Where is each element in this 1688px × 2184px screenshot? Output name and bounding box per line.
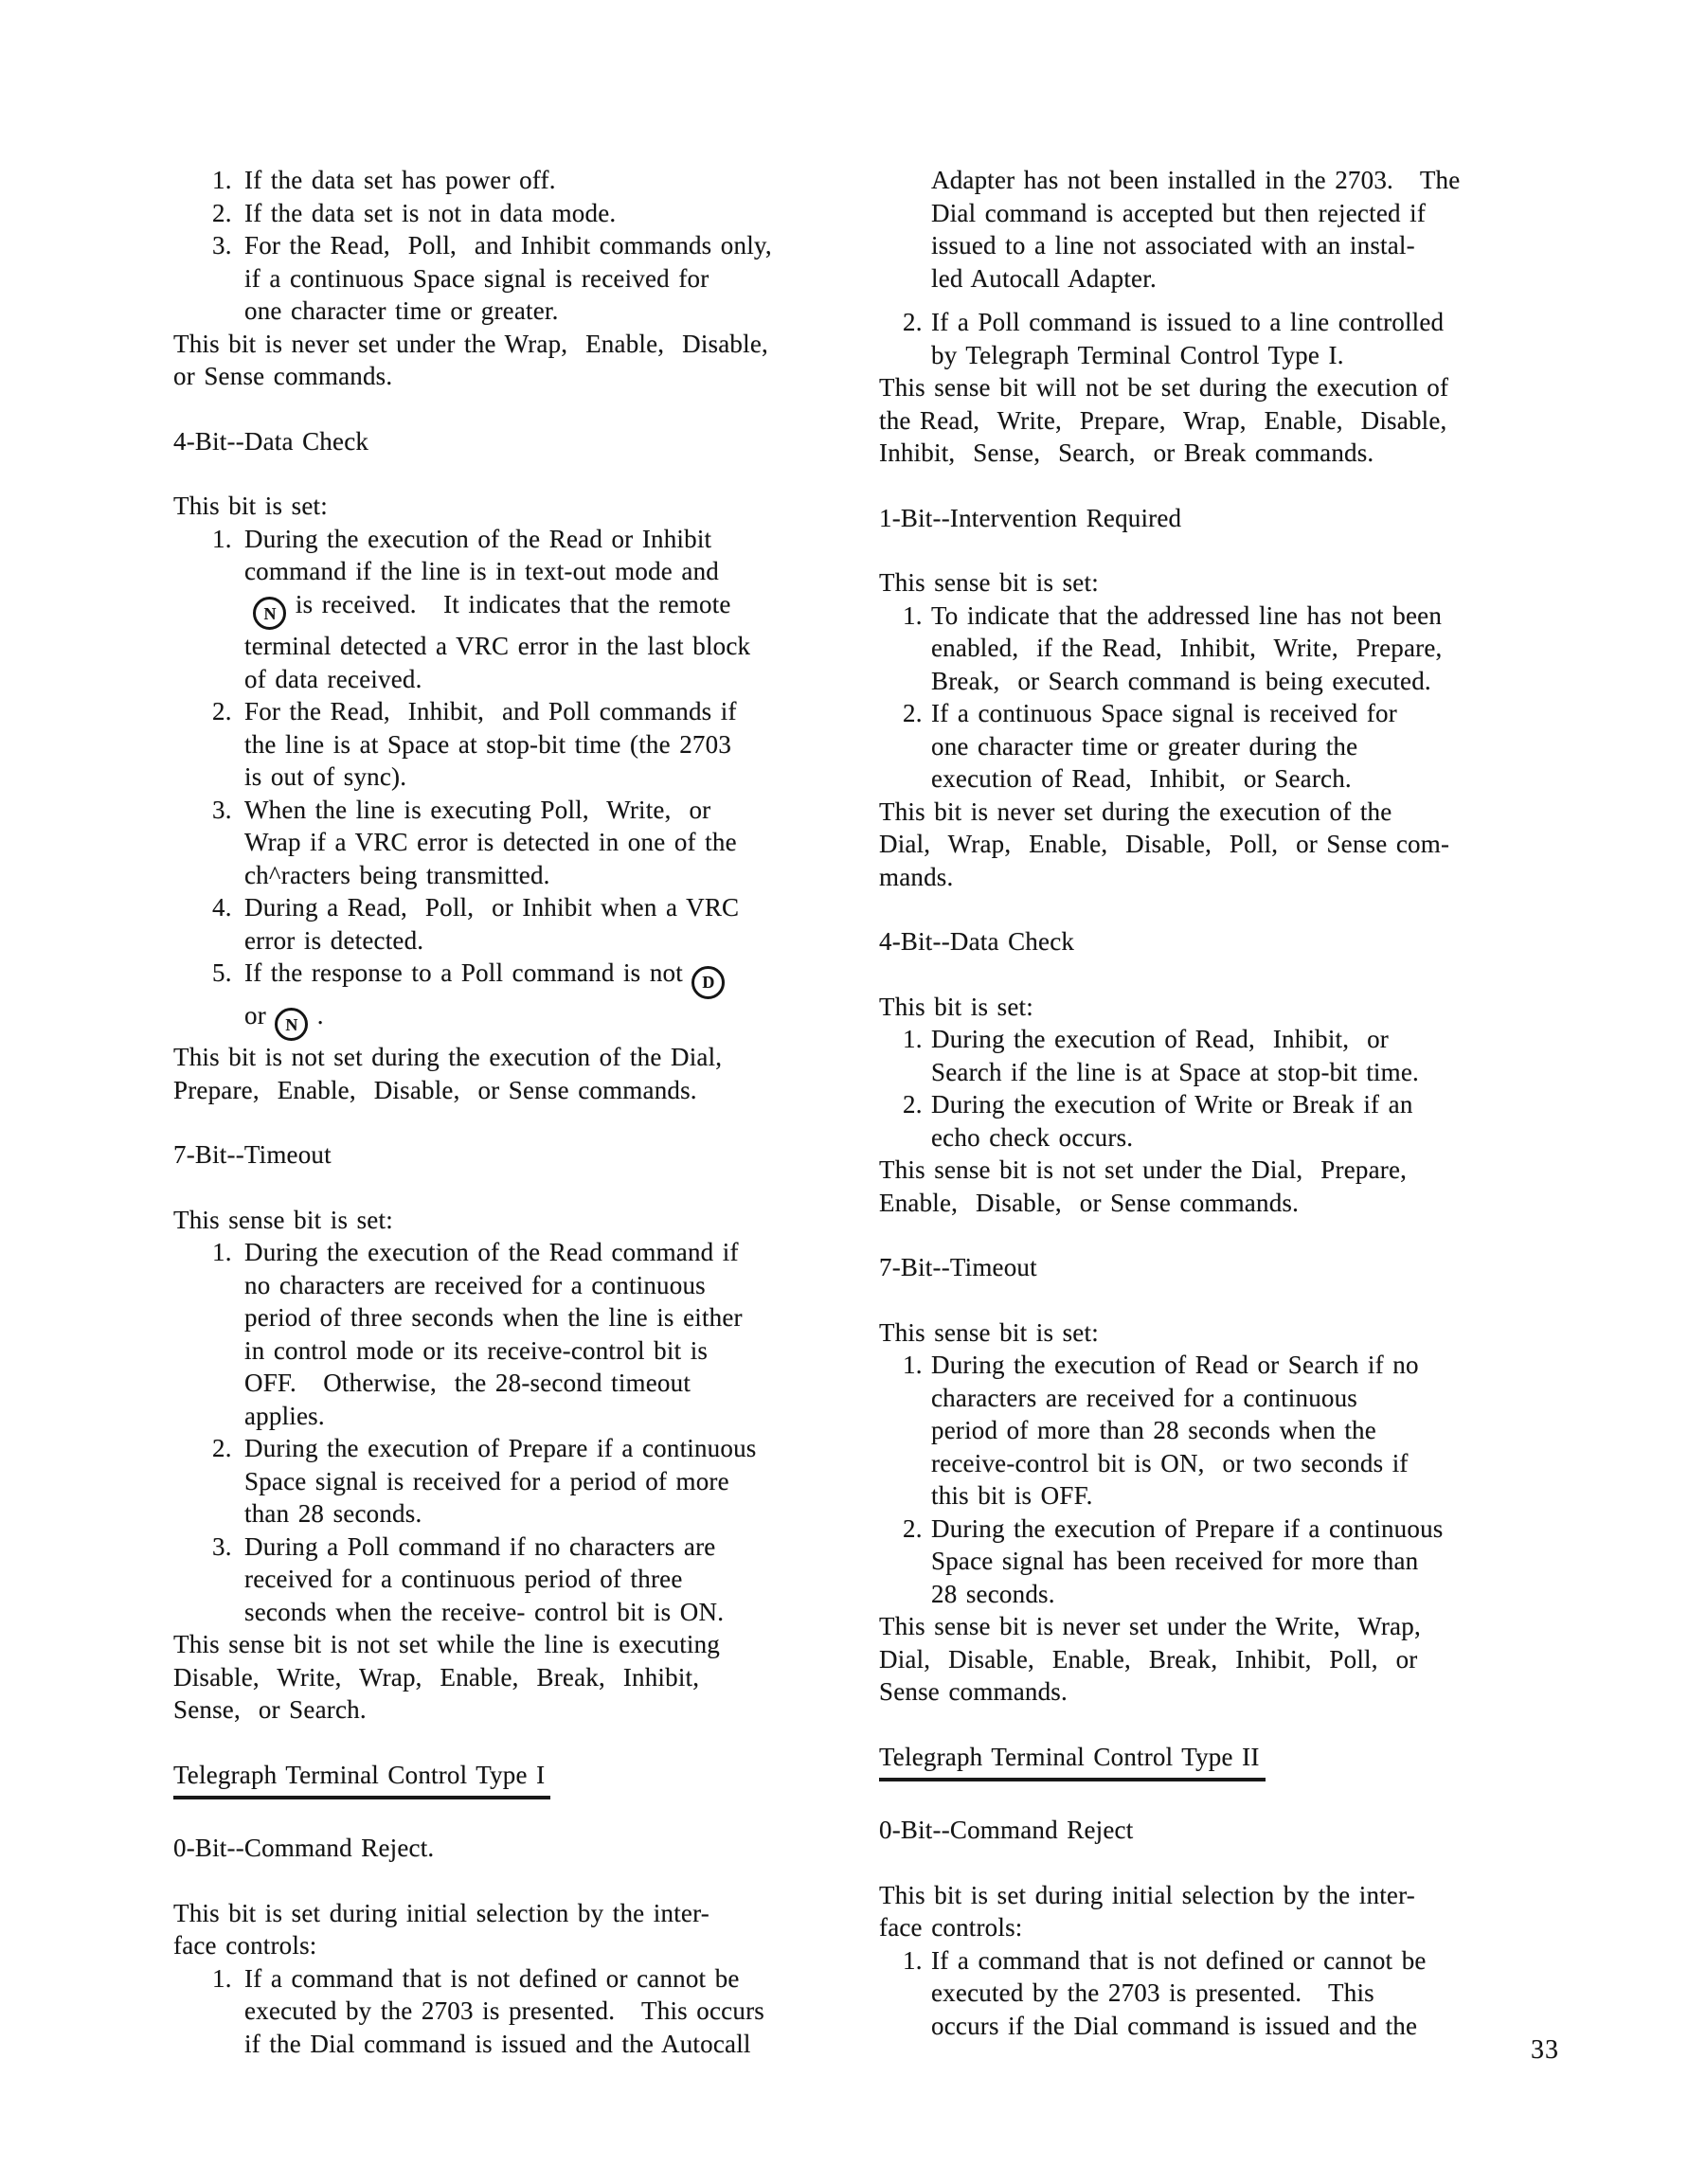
list-item-number: 2. — [903, 1513, 923, 1543]
list-item-line: command if the line is in text-out mode and — [244, 557, 719, 585]
section-heading: 1-Bit--Intervention Required — [879, 503, 1182, 532]
ordered-list — [173, 1962, 879, 2061]
paragraph — [173, 1897, 879, 1962]
list-item — [879, 164, 1613, 295]
list-item-number: 1. — [903, 1025, 923, 1053]
paragraph-line: This sense bit is not set under the Dial, Prepare, — [879, 1155, 1408, 1184]
list-item-line: Space signal has been received for more than — [931, 1547, 1419, 1575]
list-item-line: of data received. — [244, 664, 422, 693]
list-item-line: If a Poll command is issued to a line controlled — [931, 308, 1445, 336]
paragraph-line: This bit is set: — [879, 992, 1033, 1021]
list-item-line: the line is at Space at stop-bit time (the 2703 — [244, 729, 732, 759]
list-item — [173, 891, 879, 957]
paragraph — [173, 1204, 879, 1237]
list-item — [173, 957, 879, 1041]
paragraph-line: face controls: — [173, 1931, 317, 1960]
list-item-line: If a continuous Space signal is received for — [931, 699, 1397, 727]
list-item-line: Search if the line is at Space at stop-bit time. — [931, 1057, 1419, 1086]
list-item-line: is out of sync). — [244, 762, 407, 791]
list-item-line: seconds when the receive- control bit is ON. — [244, 1597, 725, 1626]
list-item-line: executed by the 2703 is presented. This occurs — [244, 1996, 764, 2025]
list-item-number: 5. — [212, 958, 232, 987]
paragraph — [879, 566, 1613, 600]
circled-N-symbol: N — [253, 597, 286, 630]
text-column-left — [173, 164, 879, 2060]
list-item-line: When the line is executing Poll, Write, or — [244, 795, 711, 824]
list-item-line: For the Read, Inhibit, and Poll commands if — [244, 697, 737, 725]
list-item — [879, 1944, 1613, 2043]
circled-N-symbol: N — [275, 1008, 308, 1041]
list-item-line: if the Dial command is issued and the Autocall — [244, 2029, 751, 2058]
list-item-line: If a command that is not defined or cannot be — [931, 1945, 1427, 1975]
list-item-number: 3. — [212, 795, 232, 824]
list-item-number: 2. — [903, 699, 923, 727]
list-item-line: During a Poll command if no characters are — [244, 1531, 716, 1561]
list-item-line: OFF. Otherwise, the 28-second timeout — [244, 1369, 691, 1397]
paragraph-line: Disable, Write, Wrap, Enable, Break, Inhibit, — [173, 1662, 700, 1692]
paragraph-line: mands. — [879, 862, 954, 891]
ordered-list — [173, 1236, 879, 1628]
paragraph — [879, 991, 1613, 1024]
list-item-line: than 28 seconds. — [244, 1499, 422, 1528]
paragraph-line: or Sense commands. — [173, 362, 393, 390]
list-item-line: During the execution of Write or Break if an — [931, 1090, 1413, 1119]
list-item — [879, 600, 1613, 698]
list-item-line: occurs if the Dial command is issued and the — [931, 2011, 1418, 2040]
ordered-list — [173, 523, 879, 1042]
paragraph — [173, 328, 879, 393]
list-item — [173, 1432, 879, 1531]
list-item-line: During a Read, Poll, or Inhibit when a VRC — [244, 893, 740, 922]
paragraph-line: This sense bit is set: — [879, 1317, 1099, 1347]
ordered-list — [879, 1023, 1613, 1154]
paragraph-line: This sense bit is not set while the line is executing — [173, 1630, 721, 1658]
list-item-line: issued to a line not associated with an instal- — [931, 231, 1415, 260]
section-heading-underlined — [879, 1741, 1613, 1782]
paragraph-line: This bit is set during initial selection by the inter- — [879, 1880, 1415, 1909]
list-item-number: 1. — [212, 166, 232, 194]
list-item-line: if a continuous Space signal is received for — [244, 263, 709, 293]
list-item-line: If the response to a Poll command is not D — [244, 957, 879, 999]
paragraph — [879, 371, 1613, 470]
list-item-line: error is detected. — [244, 925, 424, 955]
paragraph-line: Sense commands. — [879, 1677, 1068, 1706]
list-item-line: applies. — [244, 1401, 325, 1430]
ordered-list — [879, 1944, 1613, 2043]
list-item-line: If the data set has power off. — [244, 166, 556, 194]
ordered-list — [173, 164, 879, 328]
paragraph — [879, 1316, 1613, 1350]
section-heading: 0-Bit--Command Reject — [879, 1816, 1134, 1844]
paragraph-line: face controls: — [879, 1913, 1023, 1942]
list-item-number: 2. — [903, 1090, 923, 1119]
section-heading: 7-Bit--Timeout — [173, 1140, 332, 1169]
list-item-number: 1. — [903, 1945, 923, 1975]
list-item — [173, 229, 879, 328]
list-item-number: 4. — [212, 893, 232, 922]
heading-text: Telegraph Terminal Control Type I — [173, 1759, 550, 1800]
paragraph-line: Enable, Disable, or Sense commands. — [879, 1188, 1300, 1217]
list-item-line: period of more than 28 seconds when the — [931, 1416, 1376, 1444]
text-column-right — [879, 164, 1613, 2042]
list-item-line: If the data set is not in data mode. — [244, 198, 617, 227]
paragraph-line: This sense bit will not be set during the execution of — [879, 373, 1449, 402]
list-item-line: During the execution of Read or Search if no — [931, 1351, 1419, 1379]
list-item-line: Break, or Search command is being executed. — [931, 666, 1431, 695]
list-item-line: Space signal is received for a period of more — [244, 1466, 729, 1495]
ordered-list — [879, 306, 1613, 371]
list-item — [173, 1236, 879, 1432]
list-item-line: one character time or greater. — [244, 296, 559, 325]
list-item — [879, 1513, 1613, 1611]
list-item-line: ch^racters being transmitted. — [244, 860, 550, 889]
list-item-number: 3. — [212, 231, 232, 260]
list-item-line: led Autocall Adapter. — [931, 263, 1157, 293]
list-item-line: Dial command is accepted but then rejected if — [931, 198, 1427, 227]
section-heading: 7-Bit--Timeout — [879, 1253, 1037, 1281]
paragraph-line: Sense, or Search. — [173, 1695, 367, 1724]
paragraph-line: This bit is set during initial selection by the inter- — [173, 1898, 709, 1927]
heading-text: Telegraph Terminal Control Type II — [879, 1741, 1266, 1782]
page-number: 33 — [1531, 2035, 1559, 2065]
paragraph-line: Prepare, Enable, Disable, or Sense commands. — [173, 1075, 697, 1104]
list-item — [173, 1531, 879, 1629]
list-item-line: by Telegraph Terminal Control Type I. — [931, 340, 1344, 369]
list-item-line: To indicate that the addressed line has not been — [931, 600, 1443, 630]
list-item-line: no characters are received for a continuous — [244, 1270, 706, 1299]
list-item-line: in control mode or its receive-control bit is — [244, 1335, 709, 1365]
list-item-number: 1. — [212, 1238, 232, 1266]
list-item-number: 1. — [212, 1963, 232, 1993]
list-item-number: 3. — [212, 1531, 232, 1561]
list-item — [173, 695, 879, 794]
list-item-number: 1. — [903, 600, 923, 630]
list-item — [173, 523, 879, 696]
paragraph-line: Inhibit, Sense, Search, or Break commands. — [879, 439, 1374, 467]
list-item-line: one character time or greater during the — [931, 731, 1358, 761]
paragraph — [879, 796, 1613, 894]
list-item-line: enabled, if the Read, Inhibit, Write, Prepare, — [931, 634, 1443, 662]
paragraph-line: This sense bit is set: — [173, 1205, 393, 1234]
list-item-line: During the execution of the Read command if — [244, 1238, 739, 1266]
paragraph — [173, 1041, 879, 1106]
list-item-number: 2. — [212, 1434, 232, 1462]
paragraph-line: This sense bit is never set under the Write, Wrap, — [879, 1612, 1421, 1640]
list-item-line: During the execution of Read, Inhibit, or — [931, 1025, 1389, 1053]
list-item-line: Adapter has not been installed in the 2703. The — [931, 166, 1461, 194]
circled-D-symbol: D — [691, 966, 725, 999]
paragraph-line: This bit is not set during the execution of the Dial, — [173, 1043, 723, 1071]
list-item-line: this bit is OFF. — [931, 1481, 1093, 1510]
paragraph-line: This bit is never set during the execution of the — [879, 797, 1392, 826]
list-item-number: 1. — [903, 1351, 923, 1379]
list-item-line: characters are received for a continuous — [931, 1383, 1358, 1412]
paragraph — [173, 1628, 879, 1727]
ordered-list — [879, 600, 1613, 796]
list-item-line: receive-control bit is ON, or two seconds if — [931, 1448, 1409, 1477]
list-item-line: terminal detected a VRC error in the last block — [244, 632, 751, 660]
list-item — [173, 197, 879, 230]
list-item-number: 2. — [903, 308, 923, 336]
paragraph-line: the Read, Write, Prepare, Wrap, Enable, Disable, — [879, 405, 1447, 435]
paragraph-line: Dial, Disable, Enable, Break, Inhibit, Poll, or — [879, 1644, 1418, 1674]
list-item-line: executed by the 2703 is presented. This — [931, 1978, 1374, 2007]
list-item-line: Wrap if a VRC error is detected in one of the — [244, 828, 737, 856]
list-item-line: During the execution of Prepare if a continuous — [244, 1434, 757, 1462]
section-heading: 0-Bit--Command Reject. — [173, 1834, 435, 1862]
list-item-number: 2. — [212, 198, 232, 227]
list-item-line: received for a continuous period of three — [244, 1565, 683, 1593]
list-item — [879, 306, 1613, 371]
list-item — [173, 164, 879, 197]
list-item-line: During the execution of the Read or Inhibit — [244, 524, 712, 553]
list-item — [879, 1088, 1613, 1154]
list-item — [173, 1962, 879, 2061]
list-item-line: For the Read, Poll, and Inhibit commands only, — [244, 231, 772, 260]
paragraph — [879, 1154, 1613, 1219]
list-item-line: If a command that is not defined or cannot be — [244, 1963, 740, 1993]
list-item — [879, 1023, 1613, 1088]
ordered-list — [879, 1349, 1613, 1610]
paragraph — [173, 490, 879, 523]
list-item-line: 28 seconds. — [931, 1579, 1055, 1608]
list-item-line: N is received. It indicates that the remote — [244, 588, 879, 631]
list-item — [879, 1349, 1613, 1513]
ordered-list — [879, 164, 1613, 295]
list-item-number: 1. — [212, 524, 232, 553]
list-item-line: During the execution of Prepare if a continuous — [931, 1513, 1444, 1543]
section-heading: 4-Bit--Data Check — [173, 426, 369, 456]
paragraph-line: Dial, Wrap, Enable, Disable, Poll, or Sense com- — [879, 830, 1450, 858]
list-item-line: execution of Read, Inhibit, or Search. — [931, 764, 1352, 793]
paragraph-line: This bit is set: — [173, 492, 328, 520]
paragraph — [879, 1879, 1613, 1944]
list-item-line: period of three seconds when the line is either — [244, 1303, 743, 1332]
list-item — [879, 697, 1613, 796]
section-heading-underlined — [173, 1759, 879, 1800]
section-heading: 4-Bit--Data Check — [879, 927, 1075, 956]
list-item-number: 2. — [212, 697, 232, 725]
list-item-line: echo check occurs. — [931, 1122, 1134, 1152]
paragraph — [879, 1610, 1613, 1709]
list-item-line: or N . — [244, 999, 879, 1042]
paragraph-line: This bit is never set under the Wrap, Enable, Disable, — [173, 329, 768, 358]
list-item — [173, 794, 879, 892]
paragraph-line: This sense bit is set: — [879, 568, 1099, 597]
